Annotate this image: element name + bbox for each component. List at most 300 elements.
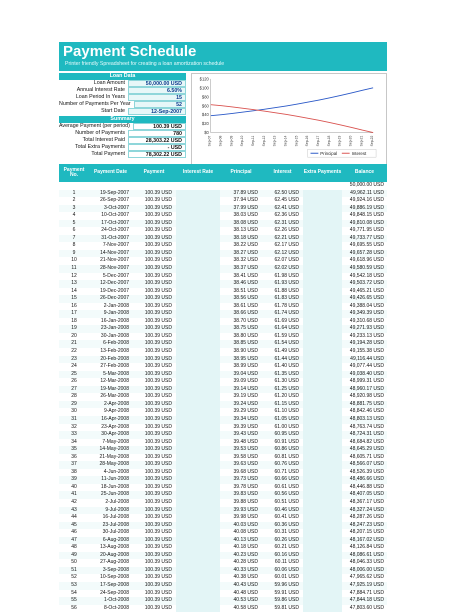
table-cell: 100.39 USD (144, 498, 172, 505)
table-cell[interactable] (303, 529, 342, 537)
y-tick-label: $120 (199, 76, 209, 82)
table-cell[interactable] (303, 522, 342, 530)
table-cell: 100.39 USD (144, 589, 172, 596)
table-cell: 60.61 USD (274, 483, 299, 490)
table-cell[interactable] (176, 476, 220, 484)
table-cell[interactable] (303, 597, 342, 605)
table-cell[interactable] (303, 190, 342, 198)
table-cell[interactable] (303, 205, 342, 213)
table-cell[interactable] (303, 371, 342, 379)
table-cell[interactable] (303, 469, 342, 477)
table-cell: 47 (71, 536, 77, 543)
table-row (59, 439, 387, 447)
table-cell: 47,803.60 USD (349, 604, 384, 611)
table-cell: 38.27 USD (233, 249, 258, 256)
table-cell[interactable] (303, 401, 342, 409)
table-cell[interactable] (176, 250, 220, 258)
table-cell: 18-Jun-2008 (100, 483, 129, 490)
table-row (59, 529, 387, 537)
table-cell: 4 (72, 212, 76, 219)
table-cell: 39.88 USD (233, 498, 258, 505)
table-cell[interactable] (176, 273, 220, 281)
table-cell: 56 (71, 604, 77, 611)
table-cell: 61.88 USD (274, 287, 299, 294)
table-cell[interactable] (176, 205, 220, 213)
table-cell: 100.39 USD (144, 483, 172, 490)
table-cell[interactable] (303, 499, 342, 507)
table-cell: 100.39 USD (144, 408, 172, 415)
table-cell: 39.09 USD (233, 378, 258, 385)
table-cell[interactable] (303, 605, 342, 613)
table-cell[interactable] (303, 265, 342, 273)
table-cell: 100.39 USD (144, 242, 172, 249)
table-cell: 39.04 USD (233, 370, 258, 377)
table-cell: 10-Sep-2008 (100, 574, 129, 581)
table-cell: 40.53 USD (233, 597, 258, 604)
schedule-header (59, 164, 387, 182)
table-cell: 49,388.04 USD (349, 302, 384, 309)
table-cell: 100.39 USD (144, 506, 172, 513)
table-cell[interactable] (303, 454, 342, 462)
table-cell: 60.56 USD (274, 491, 299, 498)
table-cell[interactable] (303, 424, 342, 432)
table-cell: 100.39 USD (144, 521, 172, 528)
loan-data-label: Loan Period In Years (75, 94, 125, 100)
table-cell: 100.39 USD (144, 234, 172, 241)
table-cell[interactable] (176, 257, 220, 265)
table-cell: 49,233.13 USD (349, 332, 384, 339)
table-cell[interactable] (176, 529, 220, 537)
table-cell: 53 (71, 581, 77, 588)
table-cell[interactable] (176, 446, 220, 454)
table-cell: 27 (71, 385, 77, 392)
table-cell: 48,684.82 USD (349, 438, 384, 445)
table-cell[interactable] (303, 507, 342, 515)
y-tick-label: $60 (201, 103, 209, 109)
table-cell[interactable] (176, 348, 220, 356)
table-cell: 48,645.29 USD (349, 446, 384, 453)
table-cell[interactable] (303, 408, 342, 416)
table-cell[interactable] (176, 386, 220, 394)
table-cell[interactable] (176, 491, 220, 499)
summary-label: Average Payment (per period) (59, 123, 130, 129)
table-cell[interactable] (176, 190, 220, 198)
summary-value: 100.39 USD (133, 123, 186, 130)
table-cell: 60.76 USD (274, 461, 299, 468)
table-cell: 49,503.72 USD (349, 280, 384, 287)
table-cell[interactable] (176, 431, 220, 439)
table-cell[interactable] (303, 220, 342, 228)
table-cell[interactable] (303, 273, 342, 281)
table-cell: 48,367.17 USD (349, 498, 384, 505)
table-cell: 39.73 USD (233, 476, 258, 483)
table-row (59, 363, 387, 371)
table-cell: 48,247.23 USD (349, 521, 384, 528)
table-cell: 45 (71, 521, 77, 528)
table-cell[interactable] (303, 491, 342, 499)
table-cell: 60.71 USD (274, 468, 299, 475)
table-row (59, 590, 387, 598)
table-cell[interactable] (176, 333, 220, 341)
table-cell: 38.80 USD (233, 332, 258, 339)
table-cell: 7 (72, 234, 76, 241)
table-cell[interactable] (176, 288, 220, 296)
table-cell[interactable] (176, 522, 220, 530)
payment-chart (191, 73, 387, 165)
table-cell: 48,724.31 USD (349, 431, 384, 438)
table-cell[interactable] (303, 574, 342, 582)
table-cell[interactable] (176, 424, 220, 432)
table-cell: 100.39 USD (144, 204, 172, 211)
table-cell: 19-Sep-2007 (100, 189, 129, 196)
table-cell: 38.18 USD (233, 234, 258, 241)
table-cell: 61.25 USD (274, 385, 299, 392)
table-cell: 40.48 USD (233, 589, 258, 596)
table-cell[interactable] (176, 552, 220, 560)
table-cell: 39.48 USD (233, 438, 258, 445)
table-cell[interactable] (303, 378, 342, 386)
table-cell: 100.39 USD (144, 491, 172, 498)
table-cell[interactable] (176, 582, 220, 590)
table-cell: 38.66 USD (233, 310, 258, 317)
table-row (59, 522, 387, 530)
table-cell[interactable] (303, 340, 342, 348)
table-cell[interactable] (303, 552, 342, 560)
table-cell[interactable] (303, 559, 342, 567)
table-cell: 13 (71, 280, 77, 287)
table-cell[interactable] (176, 416, 220, 424)
table-cell: 62.12 USD (274, 249, 299, 256)
table-cell: 100.39 USD (144, 355, 172, 362)
table-cell[interactable] (176, 401, 220, 409)
table-cell: 35 (71, 446, 77, 453)
table-cell: 41 (71, 491, 77, 498)
table-cell: 37 (71, 461, 77, 468)
table-cell[interactable] (176, 469, 220, 477)
table-cell: 19-Dec-2007 (100, 287, 129, 294)
table-cell: 52 (71, 574, 77, 581)
table-cell[interactable] (176, 439, 220, 447)
table-cell: 100.39 USD (144, 249, 172, 256)
table-cell: 48,566.07 USD (349, 461, 384, 468)
table-row (59, 476, 387, 484)
table-cell: 100.39 USD (144, 453, 172, 460)
table-cell[interactable] (303, 318, 342, 326)
table-cell[interactable] (303, 197, 342, 205)
table-cell[interactable] (176, 574, 220, 582)
table-cell: 21-May-2008 (99, 453, 129, 460)
table-cell[interactable] (303, 439, 342, 447)
table-cell[interactable] (176, 507, 220, 515)
table-row (59, 507, 387, 515)
table-cell[interactable] (303, 590, 342, 598)
x-tick-label: Sep-08 (218, 135, 223, 147)
table-cell[interactable] (176, 197, 220, 205)
table-cell: 26-Dec-2007 (100, 295, 129, 302)
x-tick-label: Sep-12 (261, 135, 266, 147)
summary-value: 28,303.22 USD (128, 137, 186, 144)
loan-data-value[interactable]: 12-Sep-2007 (128, 108, 186, 115)
table-cell: 60.16 USD (274, 551, 299, 558)
table-cell: 26 (71, 378, 77, 385)
table-cell: 16-Jan-2008 (100, 317, 129, 324)
table-cell: 100.39 USD (144, 212, 172, 219)
table-cell: 51 (71, 566, 77, 573)
table-cell[interactable] (303, 393, 342, 401)
table-cell[interactable] (303, 476, 342, 484)
table-row (59, 227, 387, 235)
table-cell[interactable] (303, 356, 342, 364)
table-cell: 48,803.13 USD (349, 415, 384, 422)
table-cell[interactable] (176, 235, 220, 243)
table-cell: 60.91 USD (274, 438, 299, 445)
loan-data-band: Loan Data (59, 73, 186, 80)
table-row (59, 567, 387, 575)
table-cell: 48,763.74 USD (349, 423, 384, 430)
table-cell: 39.24 USD (233, 400, 258, 407)
starting-balance-row (59, 182, 387, 190)
table-cell[interactable] (176, 295, 220, 303)
table-cell[interactable] (176, 212, 220, 220)
table-cell: 100.39 USD (144, 280, 172, 287)
table-cell: 38.08 USD (233, 219, 258, 226)
table-cell[interactable] (303, 514, 342, 522)
table-cell[interactable] (176, 371, 220, 379)
table-cell[interactable] (176, 378, 220, 386)
table-cell[interactable] (303, 333, 342, 341)
table-cell[interactable] (176, 461, 220, 469)
table-cell: 100.39 USD (144, 363, 172, 370)
table-cell[interactable] (176, 514, 220, 522)
table-cell: 40.33 USD (233, 566, 258, 573)
table-cell: 48,605.71 USD (349, 453, 384, 460)
table-cell[interactable] (176, 356, 220, 364)
table-cell: 61.78 USD (274, 302, 299, 309)
summary-row (59, 130, 186, 137)
table-row (59, 605, 387, 613)
table-cell: 49 (71, 551, 77, 558)
table-cell: 60.36 USD (274, 521, 299, 528)
table-row (59, 273, 387, 281)
table-cell: 16 (71, 302, 77, 309)
table-cell[interactable] (176, 325, 220, 333)
table-cell: 60.31 USD (274, 529, 299, 536)
table-row (59, 386, 387, 394)
table-cell: 100.39 USD (144, 566, 172, 573)
loan-data-value[interactable]: 52 (134, 101, 186, 108)
table-cell: 100.39 USD (144, 227, 172, 234)
table-cell[interactable] (303, 567, 342, 575)
summary-row (59, 151, 186, 158)
table-cell: 100.39 USD (144, 393, 172, 400)
table-cell: 27-Aug-2008 (100, 559, 129, 566)
table-cell: 49,310.68 USD (349, 317, 384, 324)
table-cell: 48,006.00 USD (349, 566, 384, 573)
table-cell[interactable] (303, 227, 342, 235)
loan-data-value[interactable]: 15 (128, 94, 186, 101)
table-cell: 9-Apr-2008 (103, 408, 129, 415)
table-cell: 48 (71, 544, 77, 551)
table-cell[interactable] (303, 446, 342, 454)
table-cell: 61.59 USD (274, 332, 299, 339)
table-cell[interactable] (303, 310, 342, 318)
table-cell[interactable] (176, 220, 220, 228)
x-tick-label: Sep-18 (326, 135, 331, 147)
table-cell[interactable] (176, 559, 220, 567)
table-cell[interactable] (303, 461, 342, 469)
table-cell[interactable] (176, 408, 220, 416)
legend-label: Interest (351, 150, 367, 156)
table-cell[interactable] (303, 235, 342, 243)
table-cell: 23-Jan-2008 (100, 325, 129, 332)
loan-data-value[interactable]: 50,000.00 USD (128, 80, 186, 87)
table-cell[interactable] (303, 212, 342, 220)
table-cell[interactable] (303, 416, 342, 424)
table-cell[interactable] (303, 484, 342, 492)
table-cell: 3 (72, 204, 76, 211)
table-cell: 100.39 USD (144, 400, 172, 407)
table-cell: 30-Jan-2008 (100, 332, 129, 339)
table-cell[interactable] (176, 597, 220, 605)
table-cell[interactable] (176, 537, 220, 545)
table-cell[interactable] (176, 265, 220, 273)
table-cell[interactable] (303, 250, 342, 258)
table-cell: 30 (71, 408, 77, 415)
summary-value: 780 (128, 130, 186, 137)
table-cell: 49,580.59 USD (349, 265, 384, 272)
table-cell: 38.85 USD (233, 340, 258, 347)
table-cell: 12-Dec-2007 (100, 280, 129, 287)
table-cell[interactable] (176, 318, 220, 326)
loan-data-row (59, 80, 186, 87)
table-cell: 62.41 USD (274, 204, 299, 211)
table-cell[interactable] (176, 242, 220, 250)
table-cell: 49,657.28 USD (349, 249, 384, 256)
table-cell: 10 (71, 257, 77, 264)
table-cell: 46 (71, 529, 77, 536)
table-cell[interactable] (303, 363, 342, 371)
table-row (59, 340, 387, 348)
table-row (59, 333, 387, 341)
table-row (59, 303, 387, 311)
table-cell[interactable] (176, 544, 220, 552)
table-cell: 3-Sep-2008 (102, 566, 129, 573)
table-cell[interactable] (303, 386, 342, 394)
table-cell[interactable] (303, 582, 342, 590)
table-cell: 49,116.44 USD (350, 355, 384, 362)
table-cell: 26-Mar-2008 (100, 393, 129, 400)
table-cell: 38.99 USD (233, 363, 258, 370)
table-row (59, 378, 387, 386)
column-header: Extra Payments (303, 169, 342, 176)
table-cell: 61.49 USD (274, 348, 299, 355)
table-cell: 61.10 USD (274, 408, 299, 415)
table-cell: 20-Aug-2008 (100, 551, 129, 558)
x-tick-label: Sep-16 (305, 135, 310, 147)
table-cell[interactable] (176, 310, 220, 318)
table-cell[interactable] (176, 605, 220, 613)
table-cell[interactable] (176, 393, 220, 401)
table-cell: 62.07 USD (274, 257, 299, 264)
table-cell: 7-Nov-2007 (102, 242, 129, 249)
table-cell: 40.08 USD (233, 529, 258, 536)
table-cell: 25-Jun-2008 (100, 491, 129, 498)
table-cell: 12 (71, 272, 77, 279)
series-line-interest (211, 105, 373, 133)
table-cell: 60.95 USD (274, 431, 299, 438)
table-cell: 100.39 USD (144, 385, 172, 392)
table-cell[interactable] (303, 537, 342, 545)
table-cell[interactable] (303, 295, 342, 303)
table-cell[interactable] (303, 348, 342, 356)
table-cell[interactable] (303, 544, 342, 552)
table-cell[interactable] (303, 303, 342, 311)
table-cell[interactable] (176, 454, 220, 462)
table-cell[interactable] (176, 484, 220, 492)
table-cell[interactable] (176, 340, 220, 348)
table-cell[interactable] (176, 590, 220, 598)
table-cell: 48,046.33 USD (349, 559, 384, 566)
table-cell: 38.70 USD (233, 317, 258, 324)
table-cell: 100.39 USD (144, 287, 172, 294)
table-row (59, 537, 387, 545)
table-cell: 62.50 USD (274, 189, 299, 196)
table-cell: 37.99 USD (233, 204, 258, 211)
table-cell[interactable] (176, 499, 220, 507)
table-cell[interactable] (303, 325, 342, 333)
table-row (59, 295, 387, 303)
table-cell: 60.46 USD (274, 506, 299, 513)
table-cell: 100.39 USD (144, 431, 172, 438)
table-cell: 33 (71, 431, 77, 438)
table-cell: 61.40 USD (274, 363, 299, 370)
table-cell[interactable] (303, 242, 342, 250)
table-cell[interactable] (303, 288, 342, 296)
x-tick-label: Sep-19 (337, 135, 342, 147)
table-cell[interactable] (176, 280, 220, 288)
table-cell: 38.32 USD (233, 257, 258, 264)
page-subtitle: Printer friendly Spreadsheet for creating a loan amortization schedule (65, 61, 225, 67)
table-cell[interactable] (176, 303, 220, 311)
table-cell: 39.83 USD (233, 491, 258, 498)
table-cell[interactable] (176, 363, 220, 371)
table-cell[interactable] (303, 431, 342, 439)
table-row (59, 408, 387, 416)
table-cell: 39.78 USD (233, 483, 258, 490)
table-cell: 6 (72, 227, 76, 234)
loan-data-panel (59, 73, 186, 158)
table-cell: 100.39 USD (144, 559, 172, 566)
table-row (59, 401, 387, 409)
table-cell: 30-Jul-2008 (102, 529, 129, 536)
table-cell: 61.05 USD (274, 415, 299, 422)
table-cell: 62.26 USD (274, 227, 299, 234)
table-cell[interactable] (303, 257, 342, 265)
table-cell: 38.56 USD (233, 295, 258, 302)
table-cell: 28 (71, 393, 77, 400)
table-cell[interactable] (176, 227, 220, 235)
table-cell: 27-Feb-2008 (100, 363, 129, 370)
table-cell: 100.39 USD (144, 446, 172, 453)
table-cell: 49,194.28 USD (349, 340, 384, 347)
table-cell[interactable] (176, 567, 220, 575)
summary-label: Total Payment (91, 151, 125, 157)
x-tick-label: Sep-21 (359, 135, 364, 147)
loan-data-value[interactable]: 6.50% (128, 87, 186, 94)
table-cell: 30-Apr-2008 (101, 431, 129, 438)
table-cell: 26-Sep-2007 (100, 197, 129, 204)
table-cell[interactable] (303, 280, 342, 288)
